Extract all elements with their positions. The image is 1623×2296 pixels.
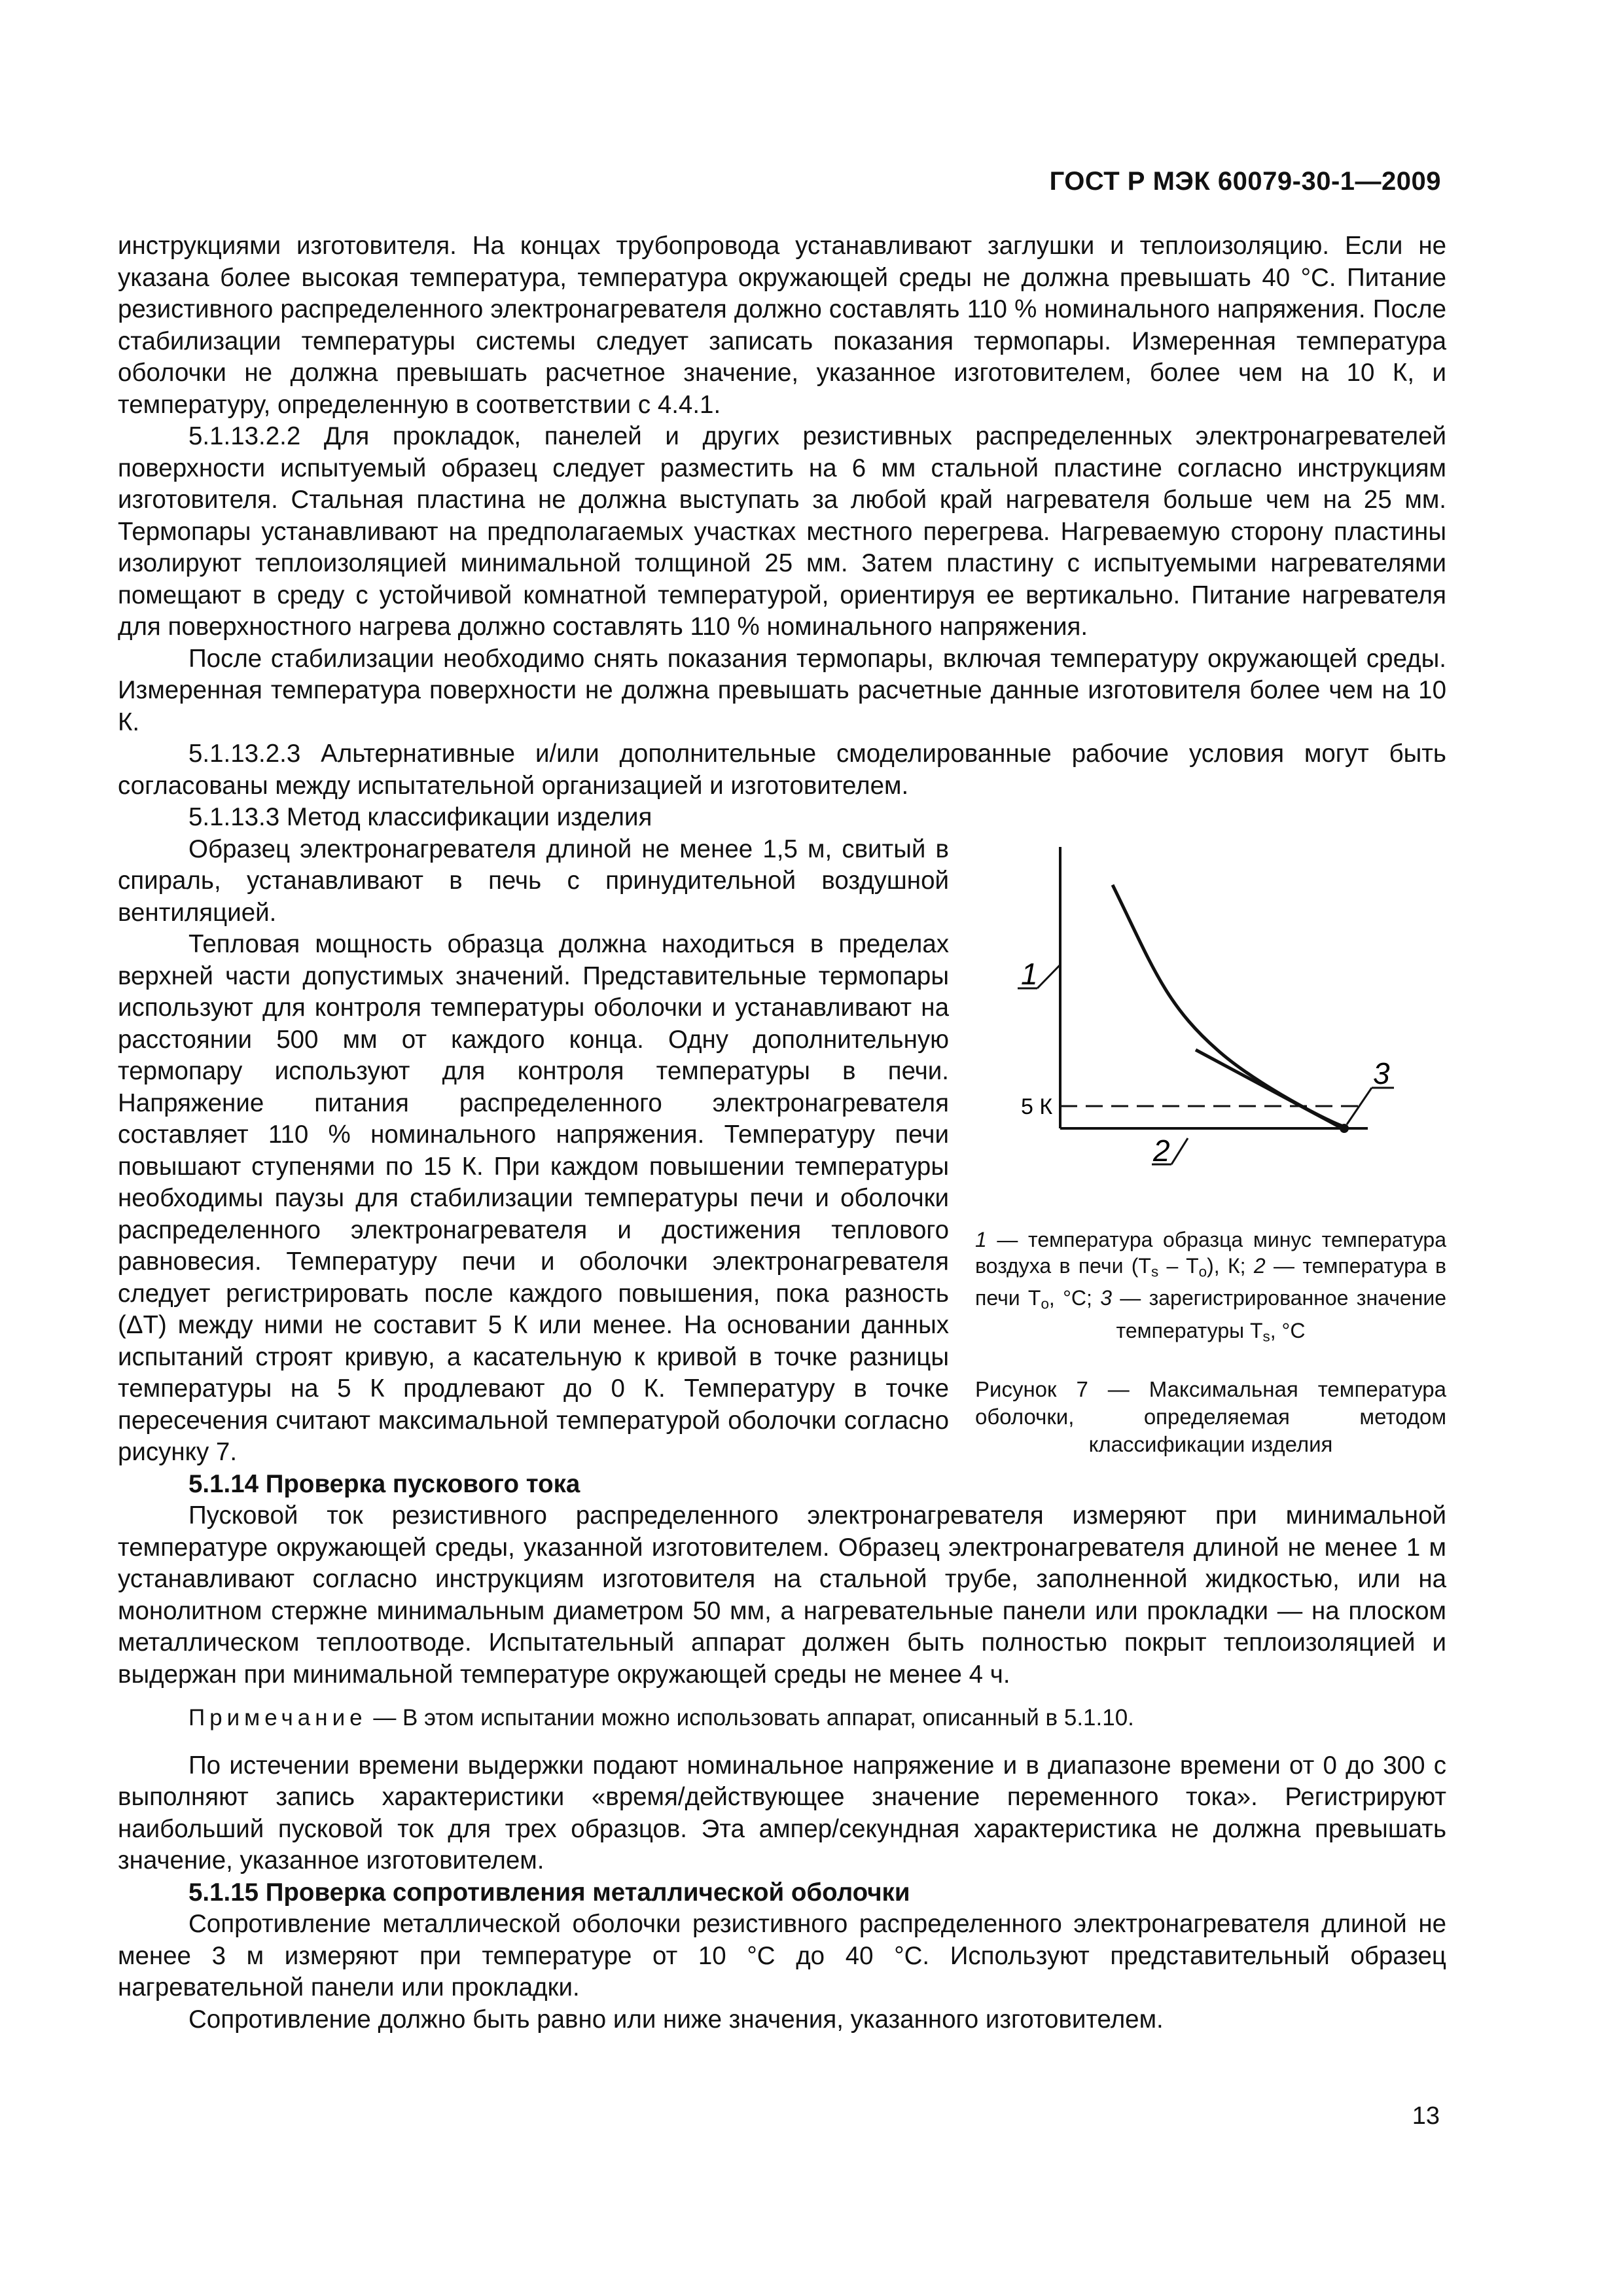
leader-2 — [1171, 1138, 1188, 1164]
label-5k: 5 К — [1021, 1094, 1053, 1119]
section-heading-5-1-15: 5.1.15 Проверка сопротивления металлической оболочки — [188, 1878, 910, 1907]
label-3: 3 — [1373, 1056, 1390, 1090]
section-heading-5-1-14: 5.1.14 Проверка пускового тока — [188, 1469, 580, 1498]
leader-1 — [1037, 965, 1060, 988]
figure-legend: 1 — температура образца минус температура воздуха в печи $(T_s - T_o)$, К; 2 — температура в печи $T_o$, °С; 3 — зарегистрированное значение температуры $T_s$, °С — [975, 1227, 1446, 1345]
figure-section — [118, 834, 1446, 1469]
curve-1 — [1113, 885, 1342, 1126]
paragraph: Пусковой ток резистивного распределенного электронагревателя измеряют при минимальной температуре окружающей среды, указанной изготовителем. Образец электронагревателя длиной не менее 1 м устанавливают согласно инструкциям изготовителя на стальной трубе, заполненной жидкостью, или на монолитном стержне минимальным диаметром 50 мм, а нагревательные панели или прокладки — на плоском металлическом теплоотводе. Испытательный аппарат должен быть полностью покрыт теплоизоляцией и выдержан при минимальной температуре окружающей среды не менее 4 ч. — [118, 1501, 1446, 1689]
paragraph: Сопротивление должно быть равно или ниже значения, указанного изготовителем. — [188, 2005, 1164, 2034]
note: Примечание — В этом испытании можно использовать аппарат, описанный в 5.1.10. — [188, 1705, 1134, 1731]
intersection-point — [1340, 1124, 1349, 1133]
document-header: ГОСТ Р МЭК 60079-30-1—2009 — [1049, 167, 1441, 196]
paragraph: 5.1.13.2.3 Альтернативные и/или дополнительные смоделированные рабочие условия могут быть согласованы между испытательной организацией и изготовителем. — [118, 740, 1446, 800]
paragraph: Образец электронагревателя длиной не менее 1,5 м, свитый в спираль, устанавливают в печь с принудительной воздушной вентиляцией. — [118, 834, 949, 927]
figure-7 — [975, 840, 1446, 1459]
main-content — [118, 230, 1446, 2036]
page-number: 13 — [1412, 2102, 1440, 2130]
paragraph: Тепловая мощность образца должна находиться в пределах верхней части допустимых значений. Представительные термопары используют для контроля температуры оболочки и устанавливают на расстоянии 500 мм от каждого конца. Одну дополнительную термопару используют для контроля температуры в печи. Напряжение питания распределенного электронагревателя составляет 110 % номинального напряжения. Температуру печи повышают ступенями по 15 К. При каждом повышении температуры необходимы паузы для стабилизации температуры печи и оболочки распределенного электронагревателя и достижения теплового равновесия. Температуру печи и оболочки электронагревателя следует регистрировать после каждого повышения, пока разность (ΔТ) между ними не составит 5 К или менее. На основании данных испытаний строят кривую, а касательную к кривой в точке разницы температуры на 5 К продлевают до 0 К. Температуру в точке пересечения считают максимальной температурой оболочки согласно рисунку 7. — [118, 930, 949, 1466]
paragraph: Сопротивление металлической оболочки резистивного распределенного электронагревателя длиной не менее 3 м измеряют при температуре от 10 °С до 40 °С. Используют представительный образец нагревательной панели или прокладки. — [118, 1910, 1446, 2001]
paragraph: После стабилизации необходимо снять показания термопары, включая температуру окружающей среды. Измеренная температура поверхности не должна превышать расчетные данные изготовителя более чем на 10 К. — [118, 644, 1446, 736]
label-2: 2 — [1153, 1133, 1170, 1168]
label-1: 1 — [1021, 956, 1038, 991]
paragraph: По истечении времени выдержки подают номинальное напряжение и в диапазоне времени от 0 до 300 с выполняют запись характеристики «время/действующее значение переменного тока». Регистрируют наибольший пусковой ток для трех образцов. Эта ампер/секундная характеристика не должна превышать значение, указанное изготовителем. — [118, 1751, 1446, 1874]
subsection-title: 5.1.13.3 Метод классификации изделия — [188, 803, 652, 831]
figure-7-diagram — [975, 840, 1446, 1207]
figure-caption: Рисунок 7 — Максимальная температура оболочки, определяемая методом классификации изделия — [975, 1377, 1446, 1457]
paragraph: инструкциями изготовителя. На концах трубопровода устанавливают заглушки и теплоизоляцию. Если не указана более высокая температура, температура окружающей среды не должна превышать 40 °С. Питание резистивного распределенного электронагревателя должно составлять 110 % номинального напряжения. После стабилизации температуры системы следует записать показания термопары. Измеренная температура оболочки не должна превышать расчетное значение, указанное изготовителем, более чем на 10 К, и температуру, определенную в соответствии с 4.4.1. — [118, 232, 1446, 419]
tangent-line — [1196, 1050, 1344, 1129]
paragraph: 5.1.13.2.2 Для прокладок, панелей и других резистивных распределенных электронагревателей поверхности испытуемый образец следует разместить на 6 мм стальной пластине согласно инструкциям изготовителя. Стальная пластина не должна выступать за любой край нагревателя больше чем на 25 мм. Термопары устанавливают на предполагаемых участках местного перегрева. Нагреваемую сторону пластины изолируют теплоизоляцией минимальной толщиной 25 мм. Затем пластину с испытуемыми нагревателями помещают в среду с устойчивой комнатной температурой, ориентируя ее вертикально. Питание нагревателя для поверхностного нагрева должно составлять 110 % номинального напряжения. — [118, 422, 1446, 641]
